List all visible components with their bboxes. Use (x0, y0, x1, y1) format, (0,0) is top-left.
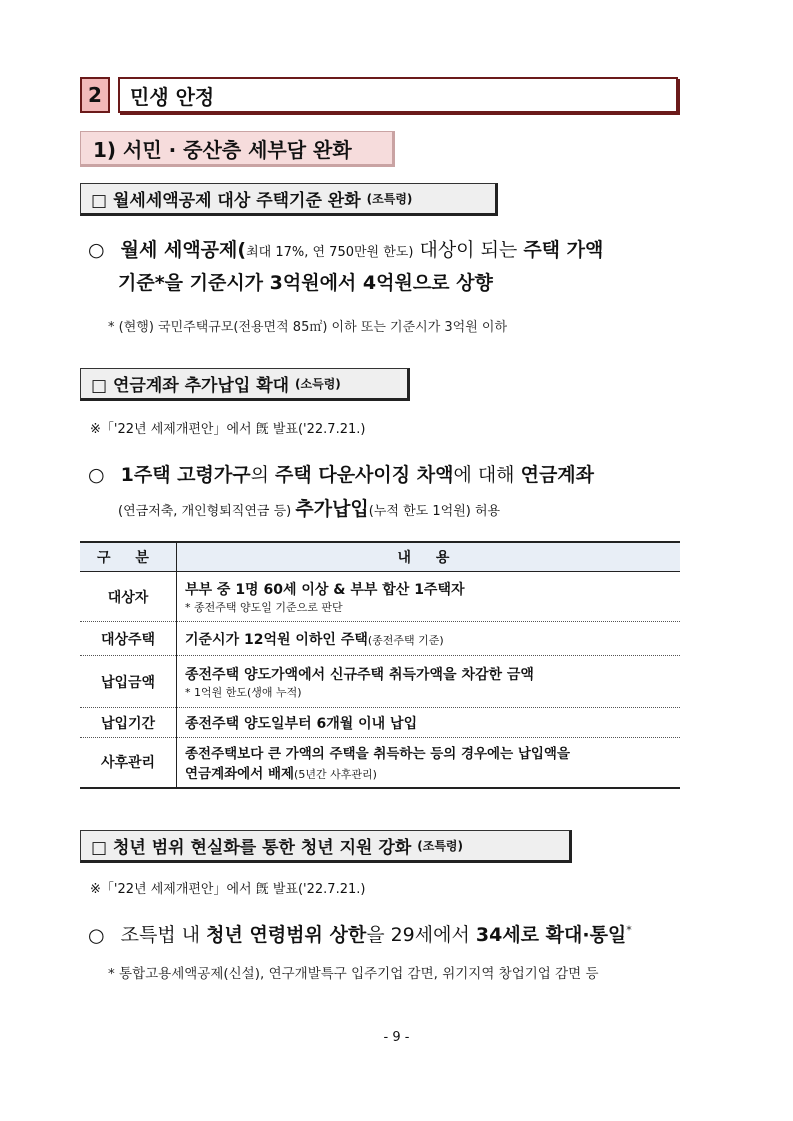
row-main-text: 부부 중 1명 60세 이상 & 부부 합산 1주택자 (185, 581, 465, 598)
bold-text: 주택 다운사이징 차액 (275, 464, 454, 486)
footnote-youth-programs: * 통합고용세액공제(신설), 연구개발특구 입주기업 감면, 위기지역 창업기업 감면 등 (108, 966, 599, 982)
box-title: □ 연금계좌 추가납입 확대 (91, 376, 290, 396)
section-number: 2 (80, 77, 110, 113)
box-title: □ 청년 범위 현실화를 통한 청년 지원 강화 (91, 838, 412, 858)
bullet-pension-line2 (118, 494, 500, 527)
row-main-text: 연금계좌에서 배제 (185, 766, 295, 783)
box-youth-heading (80, 830, 572, 863)
small-text: 최대 17%, 연 750만원 한도) (246, 245, 414, 260)
row-main-text: 기준시가 12억원 이하인 주택 (185, 631, 368, 648)
reference-note: ※「'22년 세제개편안」에서 旣 발표('22.7.21.) (90, 422, 366, 437)
row-label: 대상자 (80, 572, 177, 622)
section-title: 민생 안정 (118, 77, 678, 113)
box-title: □ 월세세액공제 대상 주택기준 완화 (91, 191, 361, 211)
row-content (177, 708, 681, 738)
row-main-text: 종전주택보다 큰 가액의 주택을 취득하는 등의 경우에는 납입액을 (185, 746, 571, 763)
row-main-text: 종전주택 양도일부터 6개월 이내 납입 (185, 715, 418, 732)
bold-text: 청년 연령범위 상한 (206, 924, 367, 947)
bullet-mark: ○ (88, 924, 105, 947)
page-number: - 9 - (383, 1030, 410, 1045)
footnote-current-rule: * (현행) 국민주택규모(전용면적 85㎡) 이하 또는 기준시가 3억원 이하 (108, 320, 508, 335)
box-tag: (조특령) (366, 192, 413, 206)
header-category: 구 분 (80, 542, 177, 572)
bullet-mark: ○ (88, 464, 105, 486)
bold-text: 추가납입 (295, 498, 369, 520)
bold-text: 34세로 확대·통일 (475, 924, 627, 947)
row-sub-text: (종전주택 기준) (367, 633, 444, 647)
table-row (80, 656, 680, 708)
row-label: 사후관리 (80, 738, 177, 788)
row-main-text: 종전주택 양도가액에서 신규주택 취득가액을 차감한 금액 (185, 666, 534, 683)
row-label: 납입기간 (80, 708, 177, 738)
small-text: (연금저축, 개인형퇴직연금 등) (118, 504, 296, 519)
plain-text: 에 대해 (453, 464, 521, 486)
box-tag: (조특령) (417, 839, 463, 853)
row-label: 납입금액 (80, 656, 177, 708)
bullet-rent-credit-line2 (118, 268, 493, 298)
box-pension-heading (80, 368, 410, 401)
bullet-pension-line1 (88, 460, 594, 490)
row-sub-text: (5년간 사후관리) (294, 768, 377, 782)
box-tag: (소득령) (295, 377, 341, 391)
box-rent-credit-heading (80, 183, 498, 216)
plain-text: 을 29세에서 (366, 924, 476, 947)
table-row (80, 738, 680, 788)
plain-text: 의 (250, 464, 276, 486)
subsection-title: 1) 서민 · 중산층 세부담 완화 (80, 131, 395, 167)
row-content (177, 572, 681, 622)
bold-text: 월세 세액공제( (120, 239, 247, 261)
bullet-youth-line1 (88, 916, 632, 950)
table-row (80, 572, 680, 622)
bullet-mark: ○ (88, 239, 105, 261)
bold-text: 주택 가액 (523, 239, 604, 261)
pension-details-table (80, 541, 680, 789)
bold-text: 기준*을 기준시가 3억원에서 4억원으로 상향 (118, 272, 493, 294)
reference-note: ※「'22년 세제개편안」에서 旣 발표('22.7.21.) (90, 882, 366, 897)
row-content (177, 738, 681, 788)
superscript-mark: * (626, 924, 632, 937)
small-text: (누적 한도 1억원) 허용 (368, 504, 501, 519)
row-sub-text: * 1억원 한도(생애 누적) (185, 685, 302, 699)
table-row (80, 708, 680, 738)
table-row (80, 622, 680, 656)
plain-text: 대상이 되는 (413, 239, 524, 261)
row-sub-text: * 종전주택 양도일 기준으로 판단 (185, 600, 343, 614)
row-label: 대상주택 (80, 622, 177, 656)
plain-text: 조특법 내 (120, 924, 207, 947)
bullet-rent-credit-line1 (88, 235, 603, 268)
row-content (177, 656, 681, 708)
header-content: 내 용 (177, 542, 681, 572)
table-header-row (80, 542, 680, 572)
bold-text: 1주택 고령가구 (120, 464, 251, 486)
row-content (177, 622, 681, 656)
bold-text: 연금계좌 (520, 464, 595, 486)
